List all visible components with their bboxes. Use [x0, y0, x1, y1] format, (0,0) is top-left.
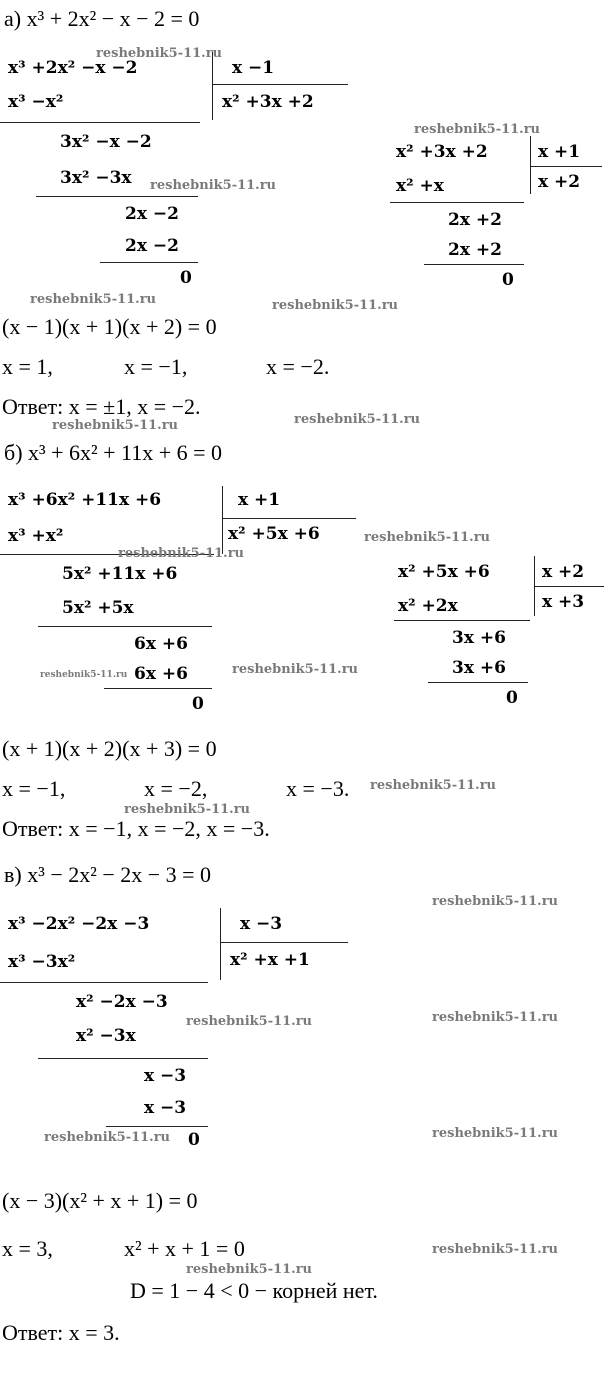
div-a2-dividend: x² +3x +2: [396, 142, 488, 162]
label-a: а): [4, 6, 22, 31]
watermark: reshebnik5-11.ru: [432, 894, 559, 909]
div-b1-row3: 5x² +5x: [62, 598, 134, 618]
div-b1-row1: x³ +x²: [8, 526, 64, 546]
equation-c-body: x³ − 2x² − 2x − 3 = 0: [27, 862, 212, 887]
watermark: reshebnik5-11.ru: [44, 1130, 171, 1145]
root-a-1: x = 1,: [2, 354, 53, 379]
div-a2-quotient: x +2: [538, 172, 581, 192]
watermark: reshebnik5-11.ru: [272, 298, 399, 313]
div-a1-row1: x³ −x²: [8, 92, 64, 112]
watermark: reshebnik5-11.ru: [150, 178, 277, 193]
div-a1-remainder: 0: [180, 268, 192, 288]
div-c1-row5: x −3: [144, 1098, 187, 1118]
div-a1-dividend: x³ +2x² −x −2: [8, 58, 138, 78]
watermark: reshebnik5-11.ru: [364, 530, 491, 545]
watermark: reshebnik5-11.ru: [232, 662, 359, 677]
div-a1-row5: 2x −2: [125, 236, 179, 256]
div-b1-row5: 6x +6: [134, 664, 188, 684]
watermark: reshebnik5-11.ru: [30, 292, 157, 307]
watermark: reshebnik5-11.ru: [432, 1010, 559, 1025]
div-a2-remainder: 0: [502, 270, 514, 290]
div-a2-row1: x² +x: [396, 176, 444, 196]
equation-c-text: [4, 862, 211, 888]
div-b2-divisor: x +2: [542, 562, 585, 582]
div-c1-row2: x² −2x −3: [76, 992, 168, 1012]
watermark: reshebnik5-11.ru: [370, 778, 497, 793]
div-a2-divisor: x +1: [538, 142, 581, 162]
watermark: reshebnik5-11.ru: [118, 546, 245, 561]
answer-b: Ответ: x = −1, x = −2, x = −3.: [2, 816, 270, 841]
watermark: reshebnik5-11.ru: [52, 418, 179, 433]
div-c1-row1: x³ −3x²: [8, 952, 76, 972]
root-b-1: x = −1,: [2, 776, 66, 801]
div-b2-remainder: 0: [506, 688, 518, 708]
label-b: б): [4, 440, 23, 465]
div-c1-remainder: 0: [188, 1130, 200, 1150]
root-c-1: x = 3,: [2, 1236, 53, 1261]
root-b-3: x = −3.: [286, 776, 350, 801]
root-c-2: x² + x + 1 = 0: [124, 1236, 245, 1261]
watermark: reshebnik5-11.ru: [414, 122, 541, 137]
watermark: reshebnik5-11.ru: [432, 1126, 559, 1141]
div-b1-remainder: 0: [192, 694, 204, 714]
root-b-2: x = −2,: [144, 776, 208, 801]
div-b1-row4: 6x +6: [134, 634, 188, 654]
div-a1-quotient: x² +3x +2: [222, 92, 314, 112]
div-a2-row2: 2x +2: [448, 210, 502, 230]
div-b2-quotient: x +3: [542, 592, 585, 612]
answer-a: Ответ: x = ±1, x = −2.: [2, 394, 201, 419]
div-a2-row3: 2x +2: [448, 240, 502, 260]
watermark: reshebnik5-11.ru: [186, 1014, 313, 1029]
div-a1-row4: 2x −2: [125, 204, 179, 224]
div-c1-dividend: x³ −2x² −2x −3: [8, 914, 150, 934]
div-a1-row3: 3x² −3x: [60, 168, 132, 188]
div-b2-row2: 3x +6: [452, 628, 506, 648]
label-c: в): [4, 862, 22, 887]
div-b2-row3: 3x +6: [452, 658, 506, 678]
equation-a-body: x³ + 2x² − x − 2 = 0: [26, 6, 200, 31]
div-c1-row3: x² −3x: [76, 1026, 136, 1046]
div-c1-quotient: x² +x +1: [230, 950, 310, 970]
div-b1-dividend: x³ +6x² +11x +6: [8, 490, 162, 510]
watermark: reshebnik5-11.ru: [294, 412, 421, 427]
root-a-3: x = −2.: [266, 354, 330, 379]
div-b2-row1: x² +2x: [398, 596, 458, 616]
div-a1-row2: 3x² −x −2: [60, 132, 152, 152]
div-b1-quotient: x² +5x +6: [228, 524, 320, 544]
factored-b: (x + 1)(x + 2)(x + 3) = 0: [2, 736, 217, 761]
answer-c: Ответ: x = 3.: [2, 1320, 120, 1345]
discriminant-c: D = 1 − 4 < 0 − корней нет.: [130, 1278, 378, 1303]
watermark: reshebnik5-11.ru: [96, 46, 223, 61]
watermark: reshebnik5-11.ru: [124, 802, 251, 817]
factored-c: (x − 3)(x² + x + 1) = 0: [2, 1188, 198, 1213]
equation-b-body: x³ + 6x² + 11x + 6 = 0: [28, 440, 223, 465]
div-c1-row4: x −3: [144, 1066, 187, 1086]
div-b2-dividend: x² +5x +6: [398, 562, 490, 582]
factored-a: (x − 1)(x + 1)(x + 2) = 0: [2, 314, 217, 339]
watermark: reshebnik5-11.ru: [40, 670, 128, 680]
watermark: reshebnik5-11.ru: [186, 1262, 313, 1277]
div-b1-row2: 5x² +11x +6: [62, 564, 178, 584]
div-c1-divisor: x −3: [240, 914, 283, 934]
equation-b-text: [4, 440, 222, 466]
watermark: reshebnik5-11.ru: [432, 1242, 559, 1257]
root-a-2: x = −1,: [124, 354, 188, 379]
div-b1-divisor: x +1: [238, 490, 281, 510]
equation-a-text: [4, 6, 199, 32]
div-a1-divisor: x −1: [232, 58, 275, 78]
